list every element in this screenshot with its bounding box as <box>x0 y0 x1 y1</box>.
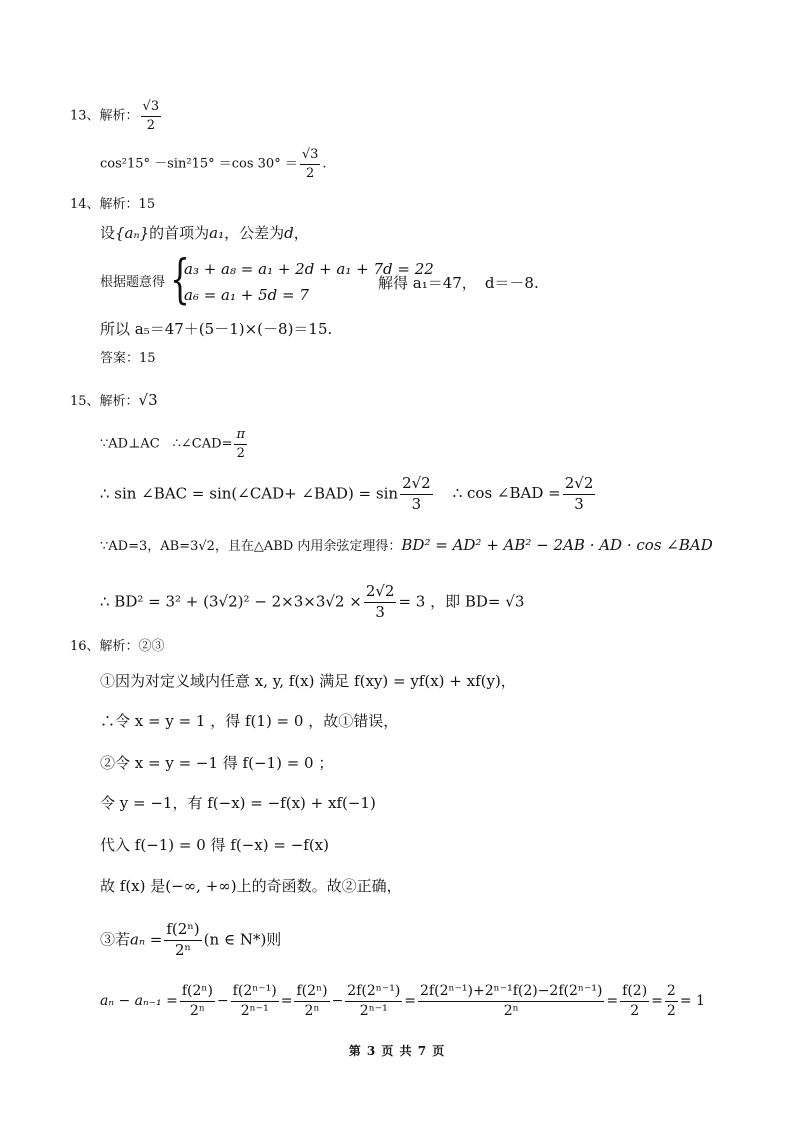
system-brace: { <box>170 250 190 310</box>
q15-line3: ∵AD=3，AB=3√2，且在△ABD 内用余弦定理得：BD² = AD² + AB² − 2AB · AD · cos ∠BAD <box>100 536 713 554</box>
q13-eq-fraction: $\frac{√3}{2}$ <box>301 147 319 181</box>
q15-line1: ∵AD⊥AC ∴∠CAD= $\frac{\pi}{2}$ <box>100 427 246 461</box>
q16-line7: ③若aₙ = $\frac{\text{f(2ⁿ)}}{\text{2ⁿ}}$ (n ∈ N*)则 <box>100 920 282 959</box>
q16-frac4: $\frac{\text{2f(2ⁿ⁻¹)}}{\text{2ⁿ⁻¹}}$ <box>347 983 401 1019</box>
q16-line1: ①因为对定义域内任意 x, y, f(x) 满足 f(xy) = yf(x) + xf(y)， <box>100 672 516 690</box>
q15-bd-fraction: $\frac{2√2}{3}$ <box>365 582 395 621</box>
q14-heading: 14、解析：15 <box>70 197 156 212</box>
q15-sin-fraction: $\frac{2√2}{3}$ <box>402 474 431 513</box>
q15-line4: ∴ BD² = 3² + (3√2)² − 2×3×3√2 × $\frac{2√2}{3}$ = 3 ，即 BD= √3 <box>100 582 525 621</box>
q15-heading: 15、解析：√3 <box>70 391 158 409</box>
q14-line1: 设{aₙ}的首项为a₁，公差为d， <box>100 224 309 242</box>
q14-system-eq1: a₃ + a₈ = a₁ + 2d + a₁ + 7d = 22 <box>184 260 434 278</box>
q14-answer: 答案：15 <box>100 351 156 366</box>
q16-an-fraction: $\frac{\text{f(2ⁿ)}}{\text{2ⁿ}}$ <box>166 920 200 959</box>
q14-line3: 所以 a₅＝47＋(5－1)×(－8)＝15. <box>100 320 333 338</box>
q14-line2-label: 根据题意得 <box>100 275 166 290</box>
q15-pi-fraction: $\frac{\pi}{2}$ <box>236 427 246 461</box>
q13-block <box>70 100 163 132</box>
q16-frac1: $\frac{\text{f(2ⁿ)}}{\text{2ⁿ}}$ <box>181 983 213 1019</box>
q13-answer-fraction: $\frac{√3}{2}$ <box>142 99 160 133</box>
q14-line2-result: 解得 a₁＝47， d＝－8. <box>378 274 539 292</box>
q16-heading: 16、解析：②③ <box>70 639 165 654</box>
q16-line5: 代入 f(−1) = 0 得 f(−x) = −f(x) <box>100 836 329 854</box>
q16-line2: ∴令 x = y = 1 ，得 f(1) = 0 ，故①错误， <box>100 712 399 730</box>
page-footer: 第 3 页 共 7 页 <box>348 1044 446 1058</box>
q15-cos-fraction: $\frac{2√2}{3}$ <box>564 474 594 513</box>
q16-frac6: $\frac{f(2)}{2}$ <box>622 983 648 1019</box>
q13-heading: 13、解析： <box>70 108 139 124</box>
q13-equation: cos²15° －sin²15° ＝cos 30° ＝ $\frac{√3}{2}$ . <box>100 147 327 181</box>
q16-line3: ②令 x = y = −1 得 f(−1) = 0 ； <box>100 754 334 772</box>
q16-frac5: $\frac{\text{2f(2ⁿ⁻¹)+2ⁿ⁻¹f(2)−2f(2ⁿ⁻¹)}}{\text{2ⁿ}}$ <box>420 983 603 1019</box>
q14-system-eq2: a₆ = a₁ + 5d = 7 <box>184 286 309 304</box>
q16-frac7: $\frac{2}{2}$ <box>666 983 676 1019</box>
q15-line2: ∴ sin ∠BAC = sin(∠CAD+ ∠BAD) = sin $\frac{2√2}{3}$ ∴ cos ∠BAD = $\frac{2√2}{3}$ <box>100 474 594 513</box>
q16-line8: aₙ − aₙ₋₁ = $\frac{\text{f(2ⁿ)}}{\text{2ⁿ}}$ − $\frac{\text{f(2ⁿ⁻¹)}}{\text{2ⁿ⁻¹}}$ = $\frac{\text{f(2ⁿ)}}{\text{2ⁿ}}$ − $\frac{\text{2f(2ⁿ⁻¹)}}{\text{2ⁿ⁻¹}}$ = $\frac{\text{2f(2ⁿ⁻¹)+2ⁿ⁻¹f(2)−2f(2ⁿ⁻¹)}}{\text{2ⁿ}}$ = $\frac{f(2)}{2}$ = $\frac{2}{2}$ = 1 <box>100 983 705 1019</box>
q16-line6: 故 f(x) 是(−∞, +∞)上的奇函数。故②正确， <box>100 877 402 895</box>
q16-frac2: $\frac{\text{f(2ⁿ⁻¹)}}{\text{2ⁿ⁻¹}}$ <box>232 983 277 1019</box>
q16-frac3: $\frac{\text{f(2ⁿ)}}{\text{2ⁿ}}$ <box>296 983 328 1019</box>
q16-line4: 令 y = −1，有 f(−x) = −f(x) + xf(−1) <box>100 794 376 812</box>
